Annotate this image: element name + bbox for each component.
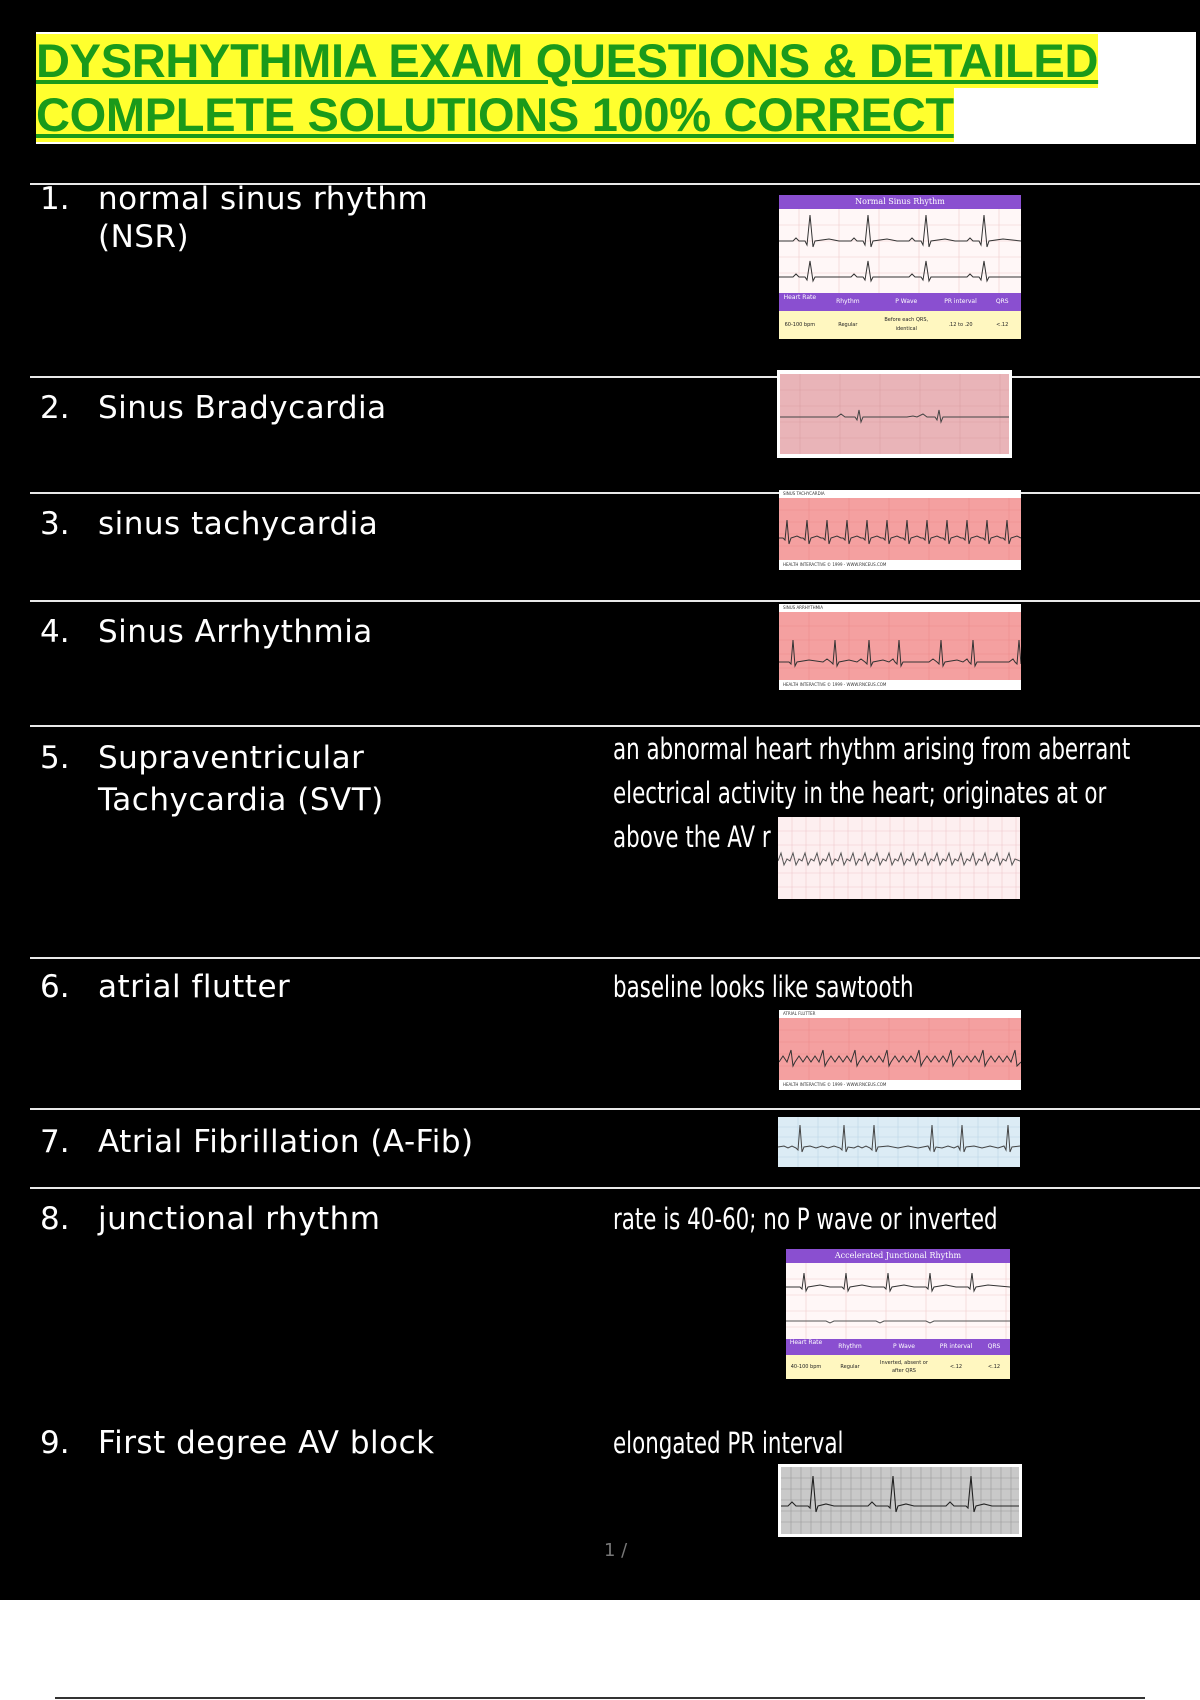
tachycardia-ecg-trace bbox=[779, 490, 1021, 570]
strip-footer: HEALTH INTERACTIVE © 1999 - WWW.RNCEUS.COM bbox=[783, 1082, 887, 1087]
item-number: 1. bbox=[40, 181, 70, 217]
item-answer: baseline looks like sawtooth bbox=[613, 970, 914, 1004]
table-header-cell: QRS bbox=[987, 1343, 1001, 1350]
atrial-flutter-ecg-strip bbox=[779, 1010, 1021, 1090]
table-value-cell: <.12 bbox=[987, 1364, 1001, 1370]
item-number: 8. bbox=[40, 1201, 70, 1237]
item-number: 6. bbox=[40, 969, 70, 1005]
table-header-cell: P Wave bbox=[895, 298, 918, 305]
table-value-cell: .12 to .20 bbox=[948, 322, 973, 328]
junctional-card-header-row bbox=[786, 1339, 1010, 1355]
item-term: Sinus Bradycardia bbox=[98, 390, 387, 426]
item-number: 4. bbox=[40, 614, 70, 650]
divider bbox=[30, 1187, 1200, 1189]
table-header-cell: Rhythm bbox=[838, 1343, 862, 1350]
item-term: Atrial Fibrillation (A-Fib) bbox=[98, 1124, 474, 1160]
junctional-card-values-row bbox=[786, 1355, 1010, 1379]
item-term: First degree AV block bbox=[98, 1425, 435, 1461]
arrhythmia-ecg-trace bbox=[779, 604, 1021, 690]
title-line-2: COMPLETE SOLUTIONS 100% CORRECT bbox=[36, 88, 954, 141]
table-value-cell: Before each QRS, identical bbox=[884, 317, 929, 332]
atrial-fibrillation-ecg-strip bbox=[778, 1117, 1020, 1167]
first-degree-av-block-ecg-strip bbox=[778, 1464, 1022, 1537]
strip-caption: SINUS TACHYCARDIA bbox=[783, 491, 825, 496]
item-number: 7. bbox=[40, 1124, 70, 1160]
flutter-ecg-trace bbox=[779, 1010, 1021, 1090]
footer-rule bbox=[55, 1697, 1145, 1699]
afib-ecg-trace bbox=[778, 1117, 1020, 1167]
item-number: 3. bbox=[40, 506, 70, 542]
table-value-cell: <.12 bbox=[949, 1364, 963, 1370]
divider bbox=[30, 1108, 1200, 1110]
strip-footer: HEALTH INTERACTIVE © 1999 - WWW.RNCEUS.COM bbox=[783, 562, 887, 567]
item-answer: elongated PR interval bbox=[613, 1426, 844, 1460]
item-answer-line-2: electrical activity in the heart; originates at or bbox=[613, 776, 1107, 810]
item-term-line-2: Tachycardia (SVT) bbox=[98, 782, 384, 818]
page-number: 1 / bbox=[604, 1540, 628, 1561]
nsr-card-values-row bbox=[779, 311, 1021, 339]
item-term: Sinus Arrhythmia bbox=[98, 614, 373, 650]
item-number: 9. bbox=[40, 1425, 70, 1461]
table-value-cell: <.12 bbox=[996, 322, 1009, 328]
table-value-cell: Inverted, absent or after QRS bbox=[880, 1360, 928, 1374]
table-value-cell: Regular bbox=[840, 1364, 860, 1370]
item-term-line-2: (NSR) bbox=[98, 219, 190, 255]
sinus-tachycardia-ecg-strip bbox=[779, 490, 1021, 570]
divider bbox=[30, 957, 1200, 959]
divider bbox=[30, 492, 1200, 494]
svt-ecg-strip bbox=[778, 817, 1020, 899]
item-answer-line-1: an abnormal heart rhythm arising from aberrant bbox=[613, 732, 1131, 766]
divider bbox=[30, 376, 1200, 378]
table-header-cell: PR interval bbox=[939, 1343, 973, 1350]
table-value-cell: 60-100 bpm bbox=[784, 322, 816, 328]
strip-caption: SINUS ARRHYTHMIA bbox=[783, 605, 824, 610]
item-term: atrial flutter bbox=[98, 969, 291, 1005]
strip-footer: HEALTH INTERACTIVE © 1999 - WWW.RNCEUS.COM bbox=[783, 682, 887, 687]
item-number: 2. bbox=[40, 390, 70, 426]
bradycardia-ecg-trace bbox=[777, 370, 1012, 458]
table-value-cell: 40-100 bpm bbox=[790, 1364, 822, 1370]
nsr-card-header-row bbox=[779, 293, 1021, 311]
table-header-cell: QRS bbox=[995, 298, 1009, 305]
table-header-cell: Heart Rate bbox=[789, 1339, 823, 1346]
junctional-card-title: Accelerated Junctional Rhythm bbox=[786, 1249, 1010, 1263]
table-header-cell: PR interval bbox=[944, 298, 977, 305]
item-term: Supraventricular bbox=[98, 740, 365, 776]
strip-caption: ATRIAL FLUTTER bbox=[783, 1011, 816, 1016]
item-term: junctional rhythm bbox=[98, 1201, 381, 1237]
table-header-cell: Heart Rate bbox=[783, 294, 817, 301]
item-term: normal sinus rhythm bbox=[98, 181, 429, 217]
item-answer-line-3: above the AV r bbox=[613, 820, 771, 854]
svt-ecg-trace bbox=[778, 817, 1020, 899]
table-header-cell: Rhythm bbox=[836, 298, 860, 305]
table-header-cell: P Wave bbox=[893, 1343, 915, 1350]
sinus-arrhythmia-ecg-strip bbox=[779, 604, 1021, 690]
divider bbox=[30, 600, 1200, 602]
sinus-bradycardia-ecg-strip bbox=[777, 370, 1012, 458]
title-line-1: DYSRHYTHMIA EXAM QUESTIONS & DETAILED bbox=[36, 34, 1099, 87]
item-term: sinus tachycardia bbox=[98, 506, 379, 542]
item-answer: rate is 40-60; no P wave or inverted bbox=[613, 1202, 998, 1236]
item-number: 5. bbox=[40, 740, 70, 776]
nsr-ecg-card bbox=[779, 195, 1021, 339]
av-block-ecg-trace bbox=[778, 1464, 1022, 1537]
junctional-rhythm-ecg-card bbox=[786, 1249, 1010, 1379]
table-value-cell: Regular bbox=[838, 322, 858, 328]
nsr-card-title: Normal Sinus Rhythm bbox=[779, 195, 1021, 209]
